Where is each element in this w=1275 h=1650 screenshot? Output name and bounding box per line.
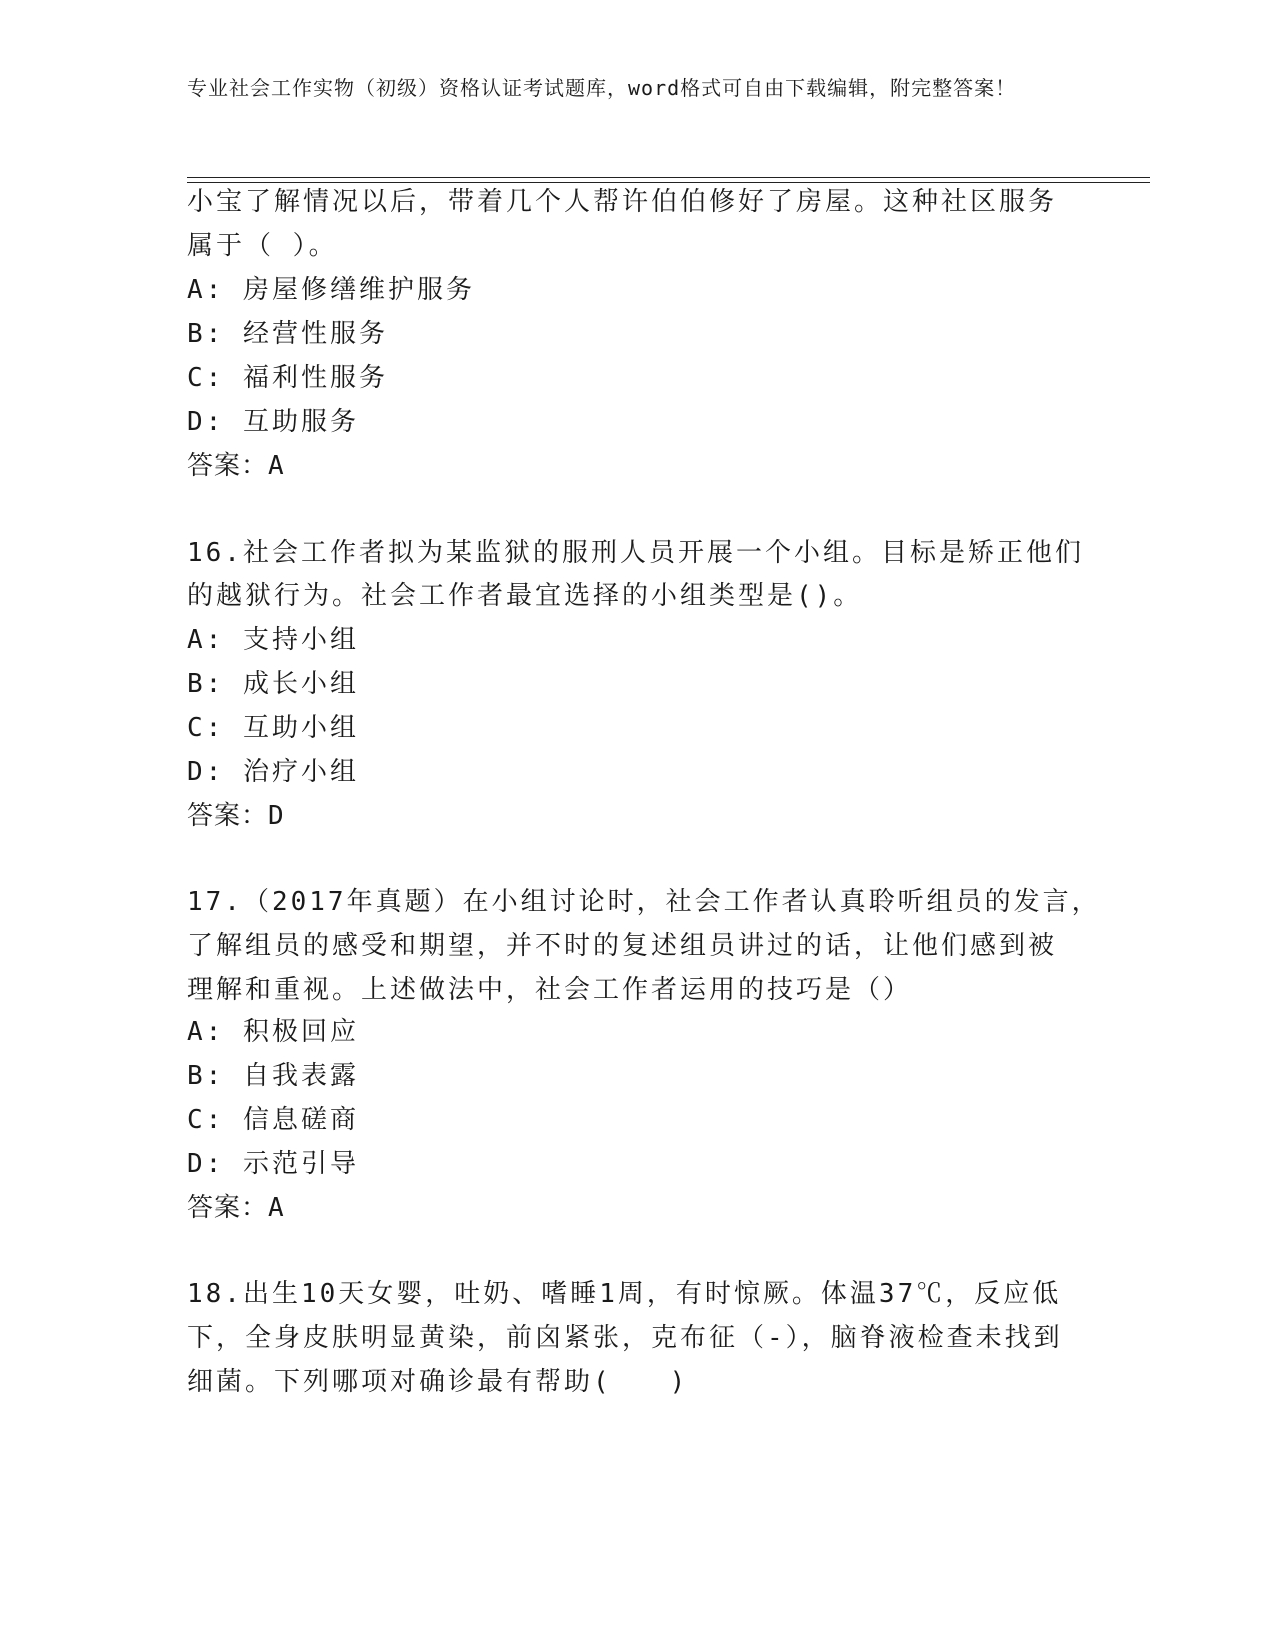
question-15-line-2: 属于（ ）。	[187, 231, 338, 261]
question-15-option-b: B: 经营性服务	[187, 319, 388, 349]
question-17-option-c: C: 信息磋商	[187, 1105, 359, 1135]
question-15-line-1: 小宝了解情况以后，带着几个人帮许伯伯修好了房屋。这种社区服务	[187, 187, 1058, 217]
question-15-option-a: A: 房屋修缮维护服务	[187, 275, 475, 305]
question-15-option-c: C: 福利性服务	[187, 363, 388, 393]
question-17-option-b: B: 自我表露	[187, 1061, 359, 1091]
header-rule-top	[187, 177, 1150, 178]
document-header: 专业社会工作实物（初级）资格认证考试题库，word格式可自由下载编辑，附完整答案！	[187, 76, 1017, 100]
question-16-line-2: 的越狱行为。社会工作者最宜选择的小组类型是()。	[187, 581, 863, 611]
question-15-option-d: D: 互助服务	[187, 407, 359, 437]
question-17-option-d: D: 示范引导	[187, 1149, 359, 1179]
question-17-option-a: A: 积极回应	[187, 1017, 359, 1047]
question-17-line-3: 理解和重视。上述做法中，社会工作者运用的技巧是（）	[187, 975, 913, 1005]
question-17-line-1: 17.（2017年真题）在小组讨论时，社会工作者认真聆听组员的发言，	[187, 887, 1101, 917]
question-16-option-c: C: 互助小组	[187, 713, 359, 743]
question-17-line-2: 了解组员的感受和期望，并不时的复述组员讲过的话，让他们感到被	[187, 931, 1058, 961]
question-16-option-b: B: 成长小组	[187, 669, 359, 699]
question-17-answer: 答案：A	[187, 1193, 285, 1223]
question-18-line-1: 18.出生10天女婴，吐奶、嗜睡1周，有时惊厥。体温37℃，反应低	[187, 1279, 1062, 1309]
question-18-line-3: 细菌。下列哪项对确诊最有帮助( )	[187, 1367, 689, 1397]
question-15-answer: 答案：A	[187, 451, 285, 481]
question-16-line-1: 16.社会工作者拟为某监狱的服刑人员开展一个小组。目标是矫正他们	[187, 538, 1084, 568]
question-16-option-d: D: 治疗小组	[187, 757, 359, 787]
question-16-answer: 答案：D	[187, 801, 285, 831]
question-16-option-a: A: 支持小组	[187, 625, 359, 655]
header-rule-bottom	[187, 182, 1150, 183]
question-18-line-2: 下，全身皮肤明显黄染，前囟紧张，克布征（-），脑脊液检查未找到	[187, 1323, 1063, 1353]
